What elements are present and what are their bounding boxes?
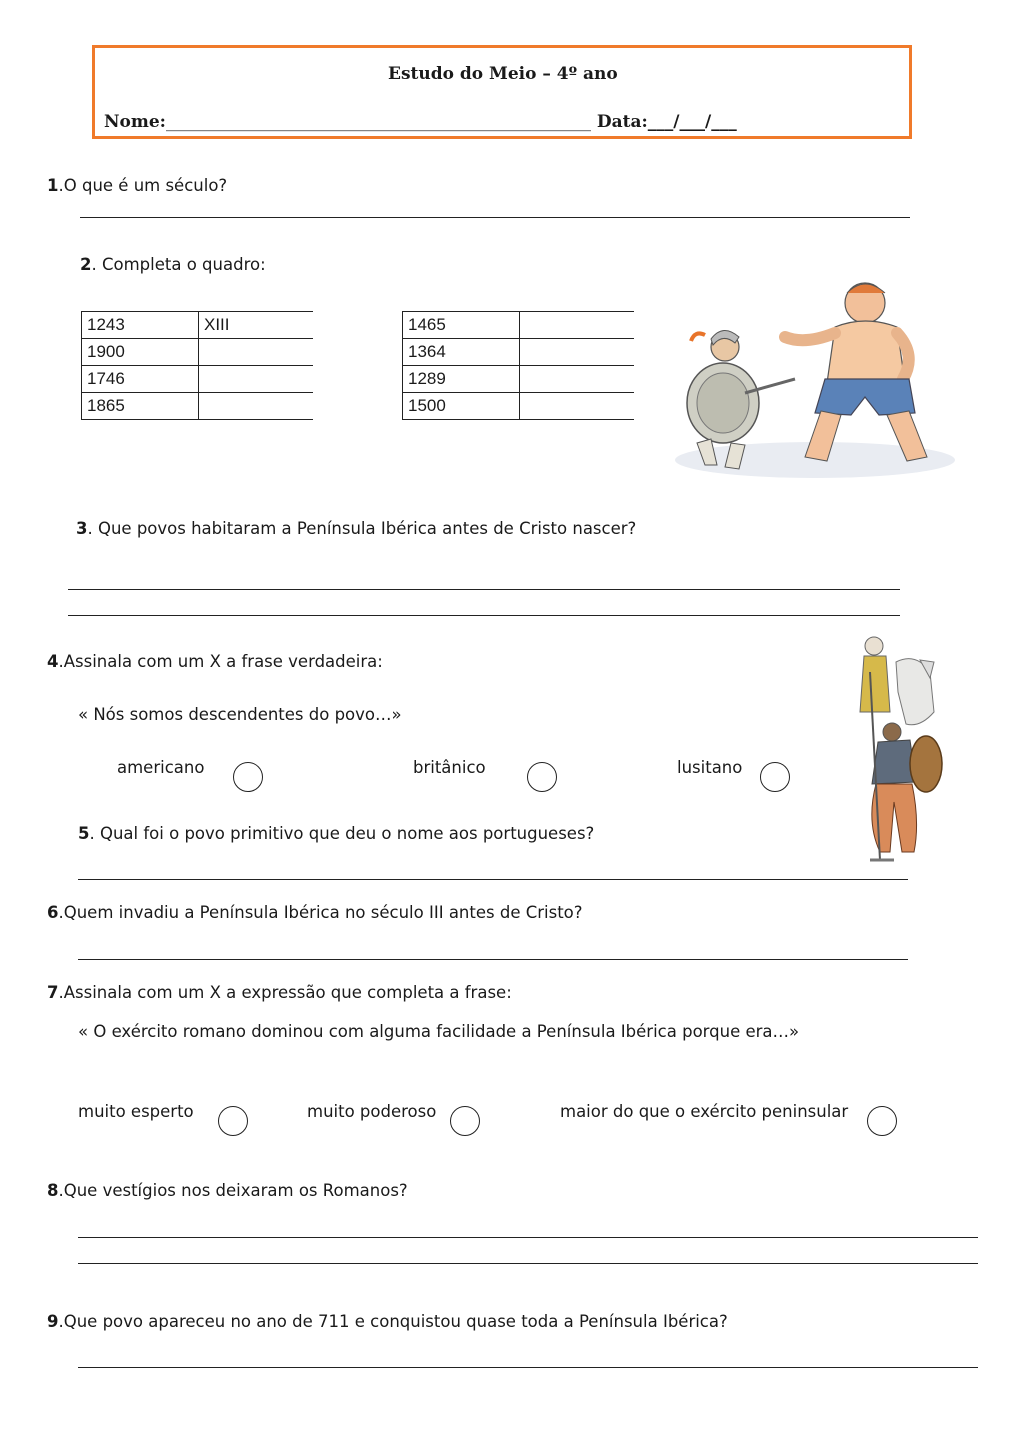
question-text: O que é um século? bbox=[63, 176, 228, 195]
option-checkbox[interactable] bbox=[867, 1106, 897, 1136]
option-checkbox[interactable] bbox=[233, 762, 263, 792]
name-date-line bbox=[104, 112, 737, 132]
question-text: Assinala com um X a frase verdadeira: bbox=[63, 652, 383, 671]
option-label: americano bbox=[117, 758, 205, 777]
question-1: 1.O que é um século? bbox=[47, 176, 228, 195]
option-label: muito esperto bbox=[78, 1102, 194, 1121]
year-cell: 1364 bbox=[403, 339, 520, 366]
question-5: 5. Qual foi o povo primitivo que deu o nome aos portugueses? bbox=[78, 824, 595, 843]
century-cell[interactable] bbox=[199, 339, 314, 366]
quote-text: « Nós somos descendentes do povo…» bbox=[78, 705, 402, 724]
question-number: 8 bbox=[47, 1181, 59, 1200]
name-label: Nome: bbox=[104, 112, 166, 132]
question-7: 7.Assinala com um X a expressão que completa a frase: bbox=[47, 983, 512, 1002]
question-number: 6 bbox=[47, 903, 59, 922]
answer-line[interactable] bbox=[78, 879, 908, 880]
century-cell[interactable] bbox=[520, 339, 635, 366]
question-number: 1 bbox=[47, 176, 59, 195]
year-cell: 1243 bbox=[82, 312, 199, 339]
question-text: Assinala com um X a expressão que completa a frase: bbox=[63, 983, 512, 1002]
question-8: 8.Que vestígios nos deixaram os Romanos? bbox=[47, 1181, 408, 1200]
question-3: 3. Que povos habitaram a Península Ibérica antes de Cristo nascer? bbox=[76, 519, 637, 538]
table-row bbox=[82, 366, 314, 393]
moorish-warrior-illustration bbox=[850, 632, 960, 864]
question-text: Que vestígios nos deixaram os Romanos? bbox=[63, 1181, 408, 1200]
table-row bbox=[403, 339, 635, 366]
answer-line[interactable] bbox=[78, 1263, 978, 1264]
century-cell[interactable] bbox=[199, 366, 314, 393]
question-text: Qual foi o povo primitivo que deu o nome aos portugueses? bbox=[99, 824, 595, 843]
year-cell: 1465 bbox=[403, 312, 520, 339]
option-checkbox[interactable] bbox=[527, 762, 557, 792]
option-label: maior do que o exército peninsular bbox=[560, 1102, 849, 1121]
table-row bbox=[82, 339, 314, 366]
table-row bbox=[403, 312, 635, 339]
answer-line[interactable] bbox=[78, 1367, 978, 1368]
century-cell[interactable] bbox=[520, 393, 635, 420]
question-4: 4.Assinala com um X a frase verdadeira: bbox=[47, 652, 383, 671]
answer-line[interactable] bbox=[80, 217, 910, 218]
table-left bbox=[81, 311, 313, 420]
answer-line[interactable] bbox=[78, 1237, 978, 1238]
question-number: 4 bbox=[47, 652, 59, 671]
year-cell: 1746 bbox=[82, 366, 199, 393]
question-text: Completa o quadro: bbox=[101, 255, 266, 274]
quote-text: « O exército romano dominou com alguma facilidade a Península Ibérica porque era…» bbox=[78, 1022, 800, 1041]
name-field[interactable]: __________________________________________________ bbox=[165, 112, 591, 132]
question-9: 9.Que povo apareceu no ano de 711 e conquistou quase toda a Península Ibérica? bbox=[47, 1312, 728, 1331]
question-number: 3 bbox=[76, 519, 88, 538]
question-number: 9 bbox=[47, 1312, 59, 1331]
answer-line[interactable] bbox=[78, 959, 908, 960]
table-row bbox=[403, 393, 635, 420]
year-cell: 1900 bbox=[82, 339, 199, 366]
question-6: 6.Quem invadiu a Península Ibérica no século III antes de Cristo? bbox=[47, 903, 583, 922]
date-label: Data: bbox=[596, 112, 648, 132]
option-checkbox[interactable] bbox=[760, 762, 790, 792]
page-title: Estudo do Meio – 4º ano bbox=[388, 64, 618, 84]
table-row bbox=[82, 312, 314, 339]
table-right bbox=[402, 311, 634, 420]
question-text: Que povo apareceu no ano de 711 e conquistou quase toda a Península Ibérica? bbox=[63, 1312, 728, 1331]
answer-line[interactable] bbox=[68, 589, 900, 590]
question-2: 2. Completa o quadro: bbox=[80, 255, 266, 274]
year-cell: 1289 bbox=[403, 366, 520, 393]
table-row bbox=[82, 393, 314, 420]
answer-line[interactable] bbox=[68, 615, 900, 616]
century-cell[interactable]: XIII bbox=[199, 312, 314, 339]
table-row bbox=[403, 366, 635, 393]
year-cell: 1500 bbox=[403, 393, 520, 420]
option-label: lusitano bbox=[677, 758, 743, 777]
option-checkbox[interactable] bbox=[218, 1106, 248, 1136]
option-label: britânico bbox=[413, 758, 486, 777]
question-text: Que povos habitaram a Península Ibérica antes de Cristo nascer? bbox=[97, 519, 637, 538]
question-number: 5 bbox=[78, 824, 90, 843]
century-cell[interactable] bbox=[520, 312, 635, 339]
century-cell[interactable] bbox=[199, 393, 314, 420]
question-number: 2 bbox=[80, 255, 92, 274]
question-number: 7 bbox=[47, 983, 59, 1002]
option-checkbox[interactable] bbox=[450, 1106, 480, 1136]
roman-soldier-illustration bbox=[665, 275, 965, 485]
date-field[interactable]: ___/___/___ bbox=[647, 112, 737, 132]
year-cell: 1865 bbox=[82, 393, 199, 420]
option-label: muito poderoso bbox=[307, 1102, 437, 1121]
century-cell[interactable] bbox=[520, 366, 635, 393]
question-text: Quem invadiu a Península Ibérica no século III antes de Cristo? bbox=[63, 903, 583, 922]
